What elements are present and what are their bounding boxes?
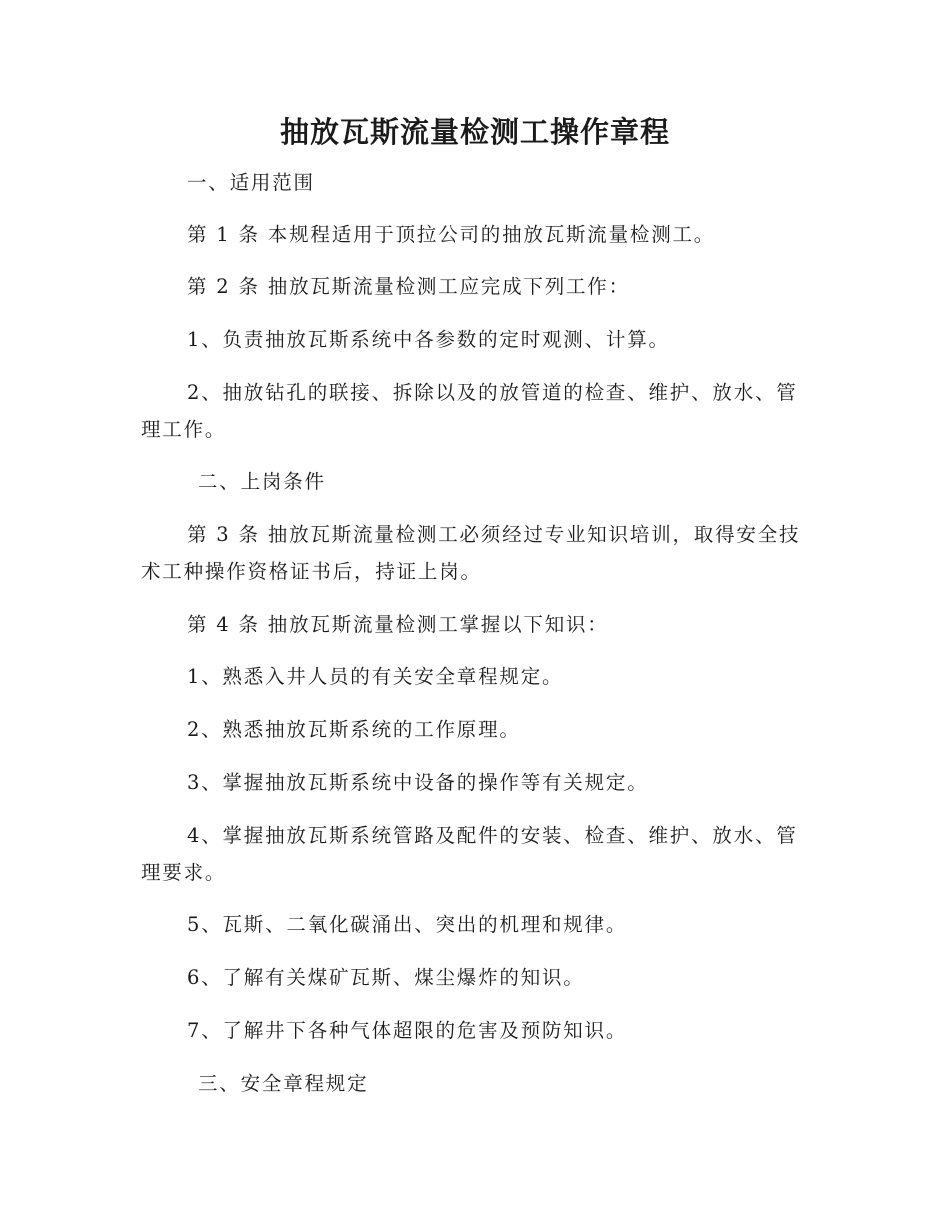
document-title: 抽放瓦斯流量检测工操作章程 [279,115,670,149]
paragraph-line: 4、掌握抽放瓦斯系统管路及配件的安装、检查、维护、放水、管 [187,824,798,847]
paragraph-line: 第 4 条 抽放瓦斯流量检测工掌握以下知识： [187,613,609,636]
list-item-knowledge-1 [141,658,853,695]
list-item-knowledge-3 [141,764,853,801]
paragraph-line: 7、了解井下各种气体超限的危害及预防知识。 [187,1019,628,1042]
list-item-knowledge-5 [141,906,853,943]
section-heading-scope [141,164,853,201]
paragraph-line: 1、负责抽放瓦斯系统中各参数的定时观测、计算。 [187,328,670,351]
list-item-knowledge-6 [141,959,853,996]
list-item-duty-1 [141,321,853,358]
paragraph-line: 第 2 条 抽放瓦斯流量检测工应完成下列工作： [187,275,630,298]
paragraph-line: 术工种操作资格证书后，持证上岗。 [141,560,482,583]
list-item-duty-2 [141,374,807,448]
paragraph-line: 2、抽放钻孔的联接、拆除以及的放管道的检查、维护、放水、管 [187,381,798,404]
paragraph-line: 第 1 条 本规程适用于顶拉公司的抽放瓦斯流量检测工。 [187,223,716,246]
list-item-knowledge-2 [141,711,853,748]
paragraph-line: 6、了解有关煤矿瓦斯、煤尘爆炸的知识。 [187,966,585,989]
list-item-knowledge-4 [141,817,807,891]
paragraph-line: 三、安全章程规定 [198,1072,369,1095]
paragraph-line: 3、掌握抽放瓦斯系统中设备的操作等有关规定。 [187,771,649,794]
list-item-knowledge-7 [141,1012,853,1049]
section-heading-safety [141,1065,864,1102]
paragraph-line: 二、上岗条件 [198,470,326,493]
paragraph-line: 理工作。 [141,418,227,441]
paragraph-line: 2、熟悉抽放瓦斯系统的工作原理。 [187,718,521,741]
section-heading-qualifications [141,463,864,500]
article-2 [141,268,853,305]
article-1 [141,216,853,253]
article-4 [141,606,853,643]
paragraph-line: 5、瓦斯、二氧化碳涌出、突出的机理和规律。 [187,913,628,936]
article-3 [141,516,807,590]
paragraph-line: 理要求。 [141,861,227,884]
paragraph-line: 第 3 条 抽放瓦斯流量检测工必须经过专业知识培训，取得安全技 [187,523,801,546]
paragraph-line: 一、适用范围 [187,171,315,194]
paragraph-line: 1、熟悉入井人员的有关安全章程规定。 [187,665,564,688]
